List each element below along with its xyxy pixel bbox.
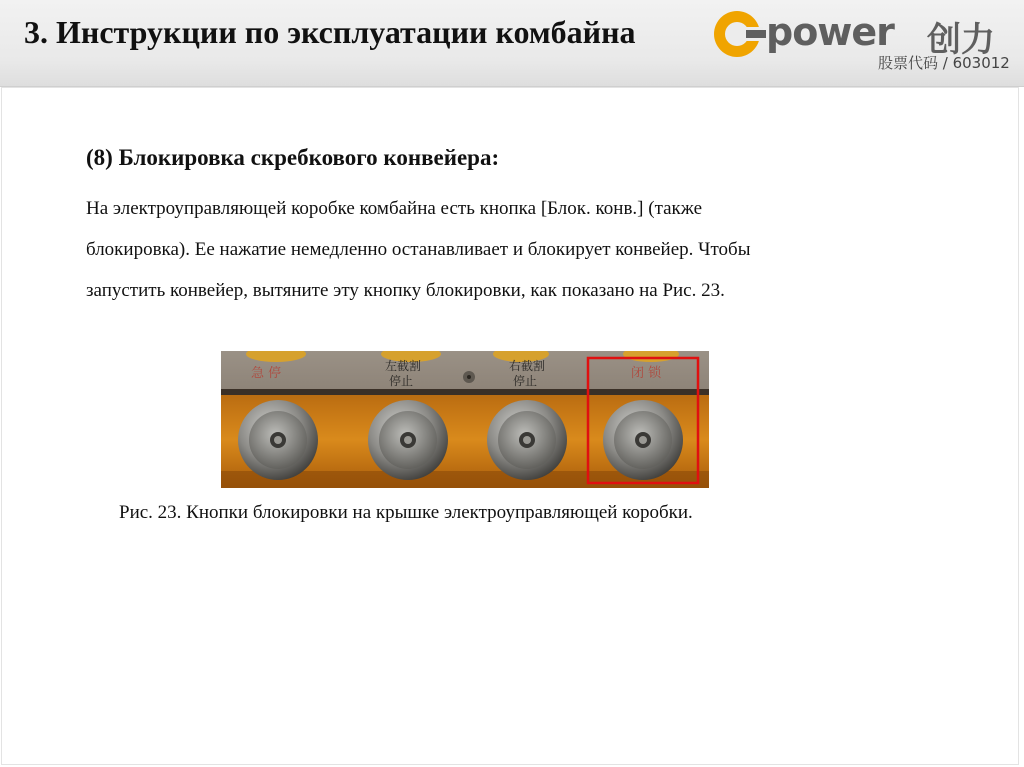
logo-word: power [766, 10, 894, 54]
slide-header [0, 0, 1024, 87]
photo-label-left-cut-stop: 左截割 [385, 359, 422, 373]
svg-text:闭 锁: 闭 锁 [631, 366, 662, 381]
lock-button-3 [487, 400, 567, 480]
logo-stock-code: 股票代码 / 603012 [878, 54, 1010, 72]
paragraph-line: На электроуправляющей коробке комбайна есть кнопка [Блок. конв.] (также [86, 198, 703, 219]
conveyor-lock-button [603, 400, 683, 480]
c-letter-logo-icon [712, 8, 772, 60]
svg-text:停止: 停止 [513, 374, 538, 388]
lock-button-2 [368, 400, 448, 480]
paragraph-line: блокировка). Ее нажатие немедленно останавливает и блокирует конвейер. Чтобы [86, 239, 751, 260]
figure-caption: Рис. 23. Кнопки блокировки на крышке электроуправляющей коробки. [119, 502, 693, 523]
lock-button-1 [238, 400, 318, 480]
logo-chinese-name: 创力 [927, 20, 995, 60]
svg-text:急 停: 急 停 [251, 366, 282, 381]
slide-title: 3. Инструкции по эксплуатации комбайна [24, 14, 636, 50]
figure-photo [221, 351, 709, 488]
section-heading: (8) Блокировка скребкового конвейера: [86, 145, 500, 170]
photo-label-right-cut-stop: 右截割 [509, 359, 546, 373]
paragraph-line: запустить конвейер, вытяните эту кнопку блокировки, как показано на Рис. 23. [86, 280, 725, 301]
svg-text:停止: 停止 [389, 374, 414, 388]
company-logo [712, 6, 1017, 80]
section-paragraph [86, 188, 906, 311]
control-box-photo [221, 351, 709, 488]
